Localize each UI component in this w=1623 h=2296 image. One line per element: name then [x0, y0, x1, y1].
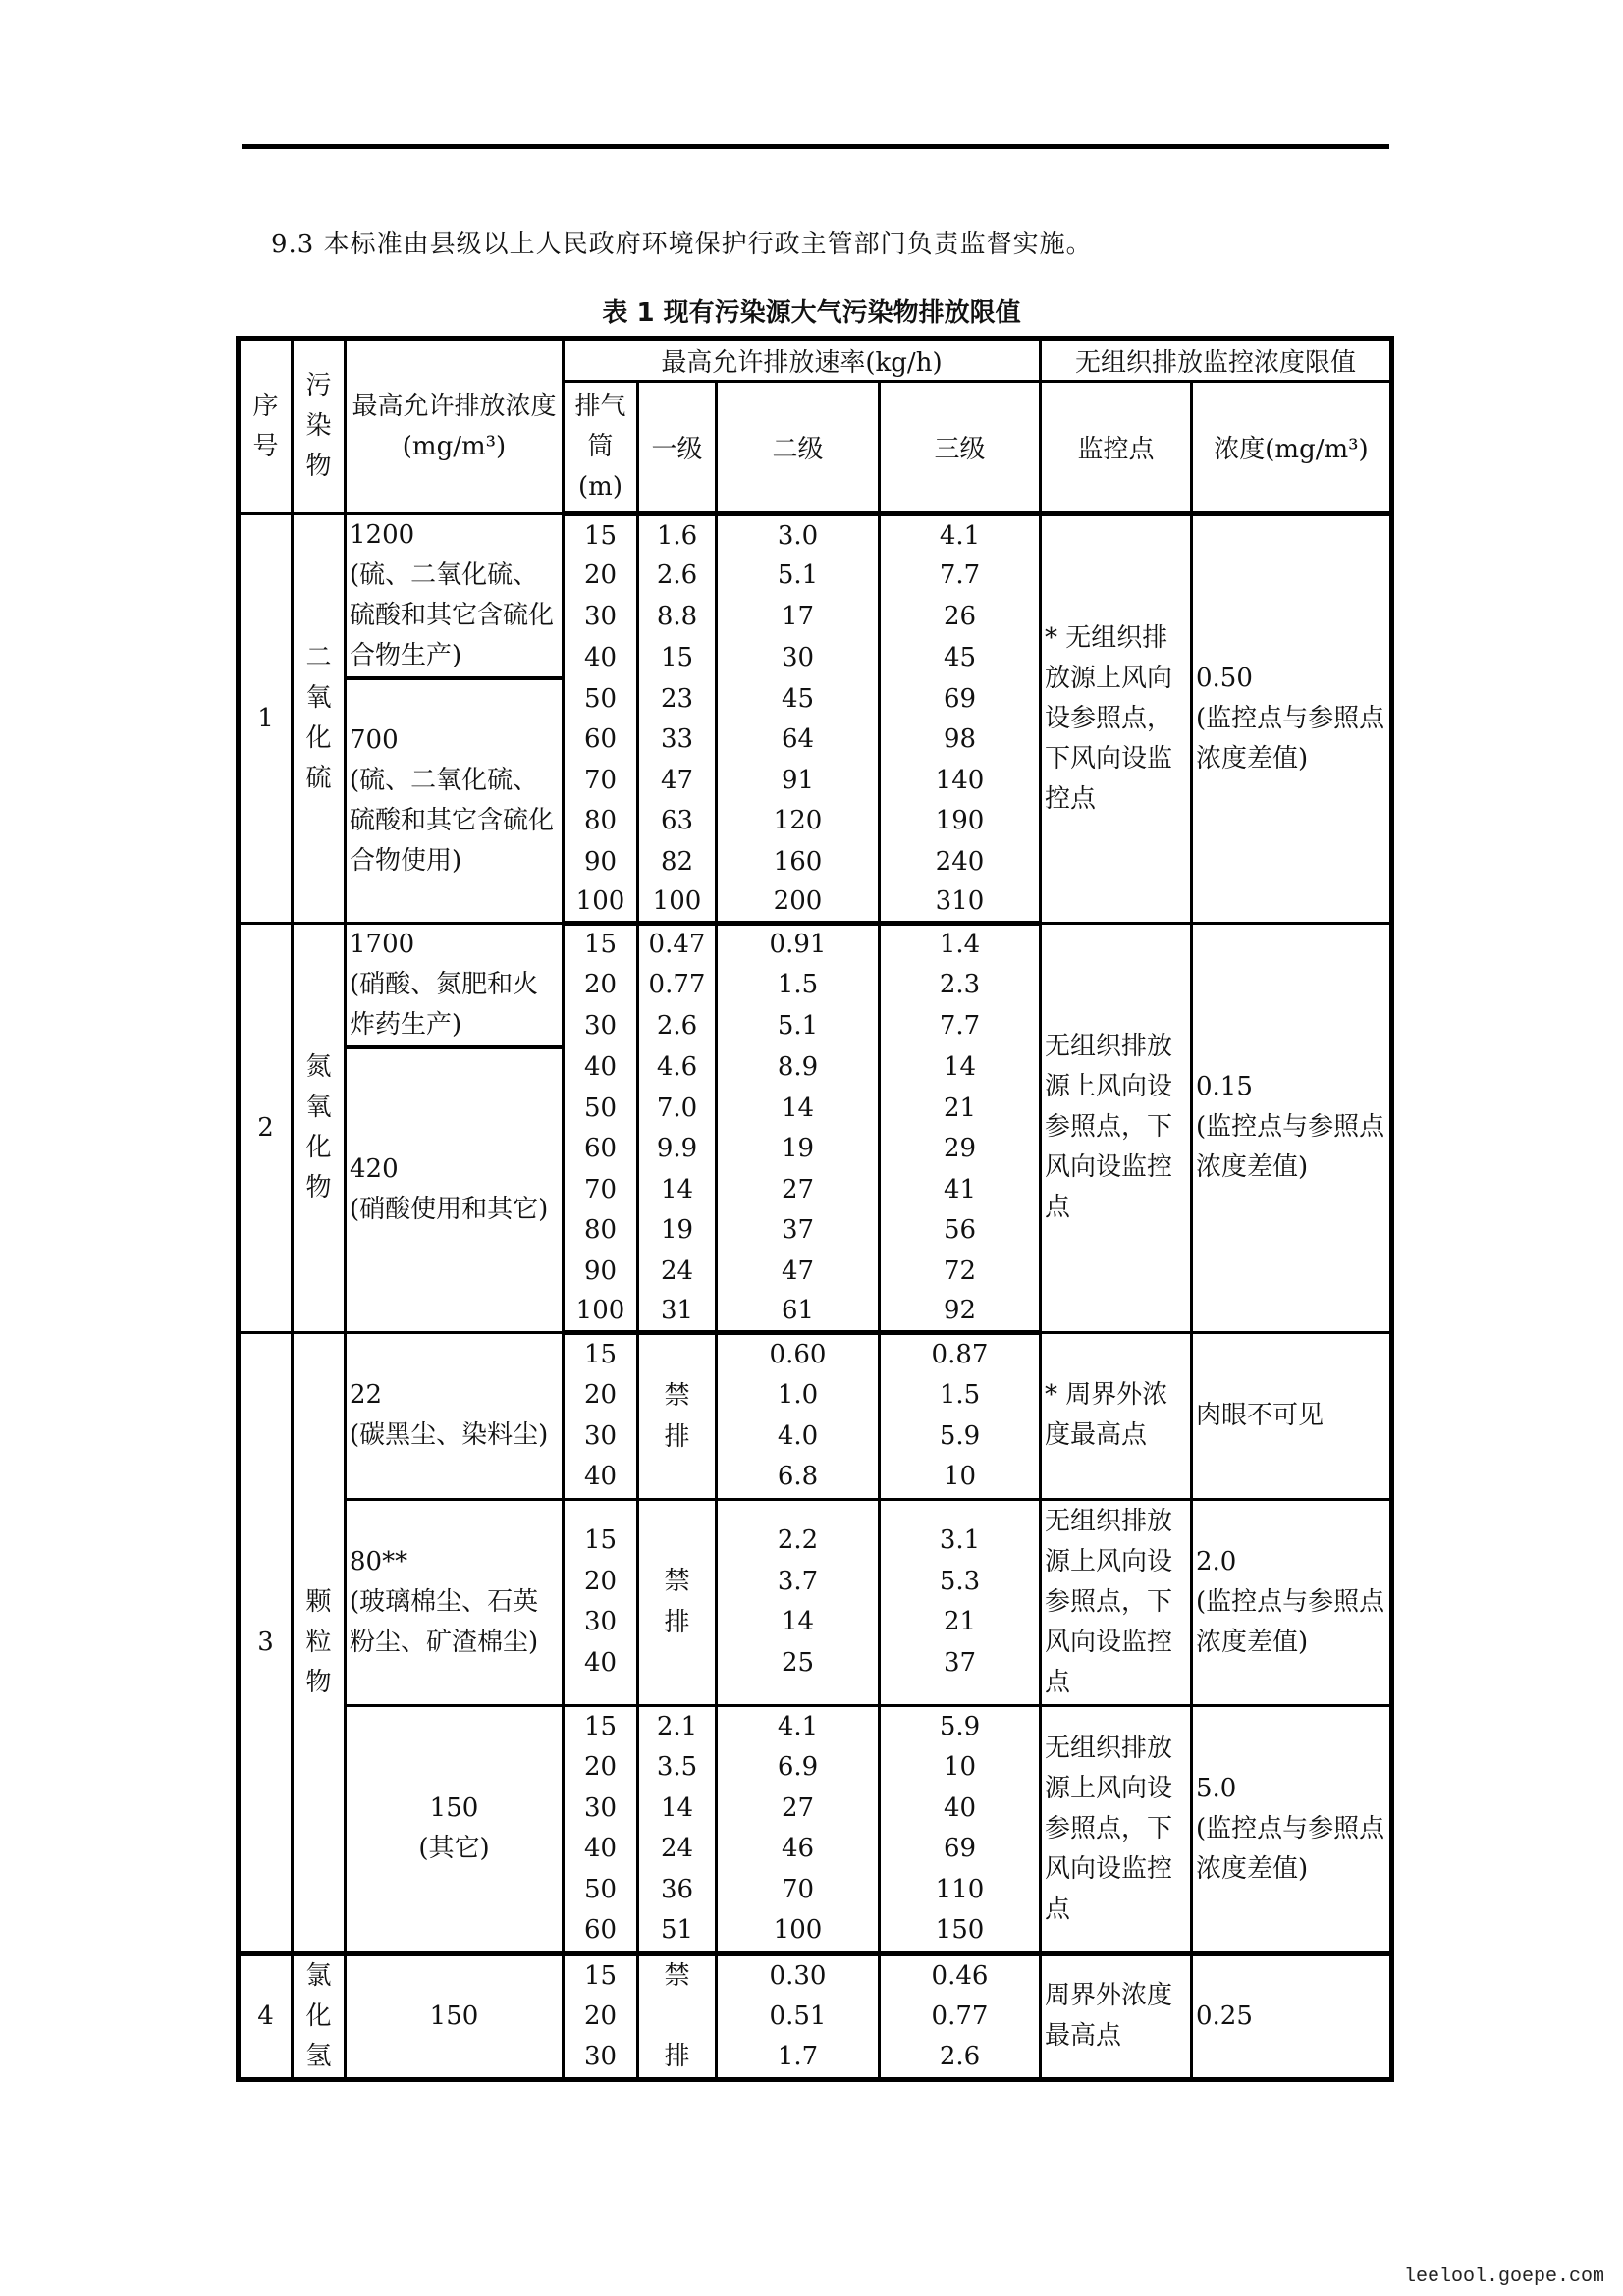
stack-height-cell-value: 40 [583, 1462, 618, 1491]
level1-cell-value: 24 [660, 1834, 694, 1863]
level3-cell-value: 10 [943, 1752, 977, 1782]
level3-cell [880, 1332, 1041, 1499]
monitor-point-cell [1041, 1332, 1192, 1499]
monitor-conc-cell [1192, 514, 1392, 924]
level2-cell-value: 0.51 [769, 2001, 827, 2031]
level3-cell-value: 5.9 [939, 1420, 981, 1451]
level1-cell: 0.47 [638, 923, 717, 964]
level3-cell-value: 110 [935, 1874, 985, 1904]
stack-height-cell-value: 20 [583, 1752, 618, 1782]
level2-cell: 27 [717, 1169, 880, 1210]
stack-height-cell-value: 40 [583, 1647, 618, 1678]
level3-cell-value: 3.1 [939, 1525, 981, 1555]
level2-cell-value: 0.30 [769, 1960, 827, 1991]
conc-limit-cell-note: (硫、二氧化硫、硫酸和其它含硫化合物使用) [350, 765, 555, 876]
stack-height-cell-value: 40 [583, 1834, 618, 1863]
stack-height-cell: 70 [564, 1169, 638, 1210]
stack-height-cell: 90 [564, 841, 638, 882]
table-row [239, 1499, 1392, 1705]
conc-limit-cell-value: 420 [350, 1154, 399, 1184]
level3-cell [880, 1953, 1041, 2079]
level2-cell-value: 25 [781, 1647, 815, 1678]
level1-cell: 19 [638, 1210, 717, 1252]
seq-cell: 1 [239, 514, 293, 924]
monitor-point-cell-text: * 无组织排放源上风向设参照点，下风向设监控点 [1045, 622, 1173, 814]
level2-cell-value: 4.1 [777, 1711, 819, 1741]
level1-cell: 14 [638, 1169, 717, 1210]
header-rule [242, 144, 1389, 149]
conc-limit-cell [346, 1499, 564, 1705]
level1-banned-text: 禁 [664, 1960, 690, 1991]
level2-cell-value: 27 [781, 1792, 815, 1823]
level1-banned-cell-text: 禁排 [664, 1380, 690, 1452]
stack-height-cell: 15 [564, 514, 638, 556]
level2-cell [717, 1705, 880, 1953]
level3-cell: 7.7 [880, 1005, 1041, 1046]
stack-height-cell: 50 [564, 678, 638, 720]
stack-height-cell: 30 [564, 596, 638, 637]
level3-cell: 240 [880, 841, 1041, 882]
pollutant-cell-text: 氮氧化物 [305, 1051, 332, 1202]
stack-height-cell: 40 [564, 637, 638, 678]
stack-height-cell-value: 20 [583, 1380, 618, 1410]
stack-height-cell: 20 [564, 964, 638, 1005]
level3-cell-value: 0.87 [931, 1339, 989, 1369]
pollutant-cell [293, 1953, 346, 2079]
level3-cell-value: 0.77 [931, 2001, 989, 2031]
level3-cell: 2.3 [880, 964, 1041, 1005]
level3-cell: 56 [880, 1210, 1041, 1252]
level2-cell: 91 [717, 760, 880, 801]
level1-cell: 63 [638, 801, 717, 842]
stack-height-cell-value: 20 [583, 2001, 618, 2031]
level2-cell: 64 [717, 720, 880, 761]
conc-limit-cell-note: (其它) [418, 1834, 490, 1863]
stack-height-cell: 100 [564, 1292, 638, 1333]
level2-cell-value: 0.60 [769, 1339, 827, 1369]
conc-limit-cell-note: (硝酸、氮肥和火炸药生产) [350, 969, 539, 1040]
level3-cell: 190 [880, 801, 1041, 842]
level2-cell-value: 70 [781, 1874, 815, 1904]
level1-cell: 0.77 [638, 964, 717, 1005]
header-max-rate: 最高允许排放速率(kg/h) [564, 339, 1041, 382]
level2-cell: 160 [717, 841, 880, 882]
conc-limit-cell-value: 1700 [350, 929, 415, 959]
level3-cell: 1.4 [880, 923, 1041, 964]
header-max-conc [346, 339, 564, 514]
level2-cell: 8.9 [717, 1047, 880, 1089]
pollutant-cell-text: 颗粒物 [305, 1586, 332, 1697]
level3-cell-value: 0.46 [931, 1960, 989, 1991]
header-pollutant-text: 污染物 [305, 371, 332, 481]
conc-limit-cell [346, 1332, 564, 1499]
level2-cell-value: 100 [773, 1915, 823, 1945]
level3-cell-value: 10 [943, 1462, 977, 1491]
level3-cell [880, 1499, 1041, 1705]
stack-height-cell: 50 [564, 1088, 638, 1129]
monitor-conc-cell [1192, 1953, 1392, 2079]
stack-height-cell-value: 15 [583, 1960, 618, 1991]
conc-limit-cell-value: 22 [350, 1380, 383, 1410]
seq-cell: 2 [239, 923, 293, 1332]
level3-cell: 92 [880, 1292, 1041, 1333]
monitor-point-cell-text: 无组织排放源上风向设参照点，下风向设监控点 [1045, 1506, 1173, 1697]
conc-limit-cell-note: (硫、二氧化硫、硫酸和其它含硫化合物生产) [350, 561, 555, 670]
seq-cell: 4 [239, 1953, 293, 2079]
level1-banned-cell [638, 1332, 717, 1499]
header-level2: 二级 [717, 382, 880, 514]
level2-cell: 37 [717, 1210, 880, 1252]
level1-cell: 31 [638, 1292, 717, 1333]
pollutant-cell [293, 923, 346, 1332]
conc-limit-cell [346, 1953, 564, 2079]
level3-cell-value: 2.6 [939, 2041, 981, 2071]
level1-cell: 4.6 [638, 1047, 717, 1089]
table-title: 表 1 现有污染源大气污染物排放限值 [602, 298, 1021, 328]
stack-height-cell: 60 [564, 720, 638, 761]
level3-cell: 21 [880, 1088, 1041, 1129]
level3-cell [880, 1705, 1041, 1953]
level3-cell: 14 [880, 1047, 1041, 1089]
level2-cell: 19 [717, 1129, 880, 1170]
conc-limit-cell-value: 150 [429, 2001, 479, 2031]
stack-height-cell-value: 15 [583, 1339, 618, 1369]
conc-limit-cell-value: 700 [350, 724, 399, 755]
pollutant-cell-text: 二氧化硫 [305, 642, 332, 793]
table-row [239, 1953, 1392, 2079]
level1-banned-cell-text: 禁排 [664, 1567, 690, 1637]
conc-limit-cell-note: (硝酸使用和其它) [350, 1195, 549, 1224]
stack-height-cell-value: 15 [583, 1525, 618, 1555]
level1-cell: 23 [638, 678, 717, 720]
header-level1: 一级 [638, 382, 717, 514]
conc-limit-cell [346, 1047, 564, 1333]
level3-cell-value: 40 [943, 1792, 977, 1823]
monitor-point-cell [1041, 1953, 1192, 2079]
level1-cell: 8.8 [638, 596, 717, 637]
stack-height-cell [564, 1332, 638, 1499]
level2-cell [717, 1953, 880, 2079]
header-level3: 三级 [880, 382, 1041, 514]
level3-cell: 72 [880, 1251, 1041, 1292]
stack-height-cell [564, 1705, 638, 1953]
table-row [239, 923, 1392, 964]
level2-cell-value: 14 [781, 1607, 815, 1636]
header-pollutant [293, 339, 346, 514]
conc-limit-cell [346, 514, 564, 679]
level1-cell-value: 51 [660, 1915, 694, 1945]
header-stack-height-text: 排气筒 [574, 392, 626, 461]
stack-height-cell: 80 [564, 1210, 638, 1252]
monitor-conc-cell [1192, 1499, 1392, 1705]
stack-height-cell [564, 1499, 638, 1705]
header-stack-height [564, 382, 638, 514]
level3-cell: 69 [880, 678, 1041, 720]
level3-cell: 26 [880, 596, 1041, 637]
conc-limit-cell [346, 1705, 564, 1953]
level2-cell: 1.5 [717, 964, 880, 1005]
level1-cell-value: 3.5 [656, 1752, 698, 1782]
header-fugitive: 无组织排放监控浓度限值 [1041, 339, 1392, 382]
table-row [239, 1332, 1392, 1499]
monitor-conc-cell-value: 0.15 [1196, 1072, 1253, 1101]
conc-limit-cell [346, 923, 564, 1047]
level3-cell-value: 5.9 [939, 1711, 981, 1741]
header-monitor-point: 监控点 [1041, 382, 1192, 514]
level2-cell: 5.1 [717, 555, 880, 596]
level2-cell-value: 4.0 [777, 1420, 819, 1451]
monitor-point-cell-text: 无组织排放源上风向设参照点，下风向设监控点 [1045, 1032, 1173, 1222]
table-row [239, 1705, 1392, 1953]
level1-cell: 100 [638, 882, 717, 924]
level2-cell-value: 6.8 [777, 1462, 819, 1491]
level2-cell: 0.91 [717, 923, 880, 964]
level2-cell-value: 3.7 [777, 1566, 819, 1596]
level1-cell [638, 1705, 717, 1953]
level2-cell: 14 [717, 1088, 880, 1129]
level3-cell-value: 37 [943, 1647, 977, 1678]
pollutant-cell [293, 1332, 346, 1953]
monitor-point-cell [1041, 923, 1192, 1332]
watermark: leelool.goepe.com [1404, 2266, 1605, 2288]
level1-cell: 47 [638, 760, 717, 801]
stack-height-cell-value: 60 [583, 1915, 618, 1945]
header-max-conc-text: 最高允许排放浓度 [352, 391, 557, 421]
level2-cell-value: 1.7 [777, 2041, 819, 2071]
monitor-conc-cell-note: (监控点与参照点浓度差值) [1196, 1586, 1385, 1657]
level1-cell: 7.0 [638, 1088, 717, 1129]
level1-cell-value: 36 [660, 1874, 694, 1904]
monitor-point-cell [1041, 1705, 1192, 1953]
monitor-point-cell-text: 周界外浓度最高点 [1045, 1981, 1173, 2051]
level3-cell: 4.1 [880, 514, 1041, 556]
emission-limits-table [236, 336, 1394, 2082]
level3-cell-value: 1.5 [939, 1380, 981, 1410]
stack-height-cell: 30 [564, 1005, 638, 1046]
level2-cell: 47 [717, 1251, 880, 1292]
pollutant-cell [293, 514, 346, 924]
level2-cell [717, 1499, 880, 1705]
paragraph-9-3: 9.3 本标准由县级以上人民政府环境保护行政主管部门负责监督实施。 [271, 230, 1093, 259]
stack-height-cell: 70 [564, 760, 638, 801]
level3-cell: 29 [880, 1129, 1041, 1170]
level3-cell: 310 [880, 882, 1041, 924]
level1-cell: 82 [638, 841, 717, 882]
monitor-point-cell-text: 无组织排放源上风向设参照点，下风向设监控点 [1045, 1733, 1173, 1924]
level1-banned-cell [638, 1953, 717, 2079]
stack-height-cell: 90 [564, 1251, 638, 1292]
level1-cell-value: 14 [660, 1792, 694, 1823]
level2-cell: 3.0 [717, 514, 880, 556]
header-seq-text: 序号 [252, 391, 279, 461]
level3-cell-value: 21 [943, 1607, 977, 1636]
monitor-conc-cell-value: 5.0 [1196, 1773, 1237, 1803]
level1-cell: 24 [638, 1251, 717, 1292]
stack-height-cell: 100 [564, 882, 638, 924]
level2-cell: 45 [717, 678, 880, 720]
stack-height-cell: 20 [564, 555, 638, 596]
monitor-conc-cell-note: (监控点与参照点浓度差值) [1196, 1112, 1385, 1182]
level3-cell-value: 150 [935, 1915, 985, 1945]
level2-cell-value: 2.2 [777, 1525, 819, 1555]
monitor-conc-cell-note: (监控点与参照点浓度差值) [1196, 1813, 1385, 1884]
level2-cell: 30 [717, 637, 880, 678]
stack-height-cell-value: 30 [583, 1792, 618, 1823]
level3-cell: 45 [880, 637, 1041, 678]
pollutant-cell-text: 氯化氢 [305, 1960, 332, 2071]
seq-cell: 3 [239, 1332, 293, 1953]
level3-cell: 41 [880, 1169, 1041, 1210]
monitor-conc-cell-value: 0.25 [1196, 2001, 1253, 2031]
conc-limit-cell [346, 678, 564, 923]
table-body [239, 514, 1392, 2080]
monitor-conc-cell-note: (监控点与参照点浓度差值) [1196, 703, 1385, 774]
table-row [239, 514, 1392, 556]
stack-height-cell: 60 [564, 1129, 638, 1170]
level2-cell-value: 46 [781, 1834, 815, 1863]
conc-limit-cell-note: (碳黑尘、染料尘) [350, 1420, 549, 1450]
monitor-conc-cell [1192, 1705, 1392, 1953]
header-max-conc-unit: (mg/m³) [402, 431, 507, 461]
stack-height-cell-value: 20 [583, 1566, 618, 1596]
stack-height-cell-value: 30 [583, 1420, 618, 1451]
level2-cell [717, 1332, 880, 1499]
monitor-conc-cell [1192, 1332, 1392, 1499]
stack-height-cell: 15 [564, 923, 638, 964]
level3-cell-value: 5.3 [939, 1566, 981, 1596]
level2-cell-value: 6.9 [777, 1752, 819, 1782]
stack-height-cell: 40 [564, 1047, 638, 1089]
stack-height-cell-value: 30 [583, 1607, 618, 1636]
conc-limit-cell-value: 150 [429, 1793, 479, 1823]
stack-height-cell-value: 50 [583, 1874, 618, 1904]
level3-cell-value: 69 [943, 1834, 977, 1863]
level1-cell: 33 [638, 720, 717, 761]
level1-cell: 9.9 [638, 1129, 717, 1170]
level2-cell: 61 [717, 1292, 880, 1333]
monitor-point-cell-text: * 周界外浓度最高点 [1045, 1380, 1168, 1450]
header-concentration: 浓度(mg/m³) [1192, 382, 1392, 514]
level1-cell: 2.6 [638, 1005, 717, 1046]
level2-cell: 200 [717, 882, 880, 924]
monitor-point-cell [1041, 1499, 1192, 1705]
level2-cell: 120 [717, 801, 880, 842]
level2-cell: 17 [717, 596, 880, 637]
monitor-conc-cell-value: 0.50 [1196, 663, 1253, 693]
level3-cell: 140 [880, 760, 1041, 801]
level3-cell: 7.7 [880, 555, 1041, 596]
conc-limit-cell-value: 80** [350, 1546, 408, 1576]
stack-height-cell [564, 1953, 638, 2079]
level1-banned-cell [638, 1499, 717, 1705]
monitor-conc-cell-value: 肉眼不可见 [1196, 1400, 1325, 1430]
level1-cell: 15 [638, 637, 717, 678]
monitor-conc-cell [1192, 923, 1392, 1332]
level2-cell: 5.1 [717, 1005, 880, 1046]
level1-banned-text: 排 [664, 2041, 690, 2071]
level1-banned-spacer [639, 1997, 715, 2037]
stack-height-cell-value: 15 [583, 1711, 618, 1741]
level2-cell-value: 1.0 [777, 1380, 819, 1410]
stack-height-cell: 80 [564, 801, 638, 842]
stack-height-cell-value: 30 [583, 2041, 618, 2071]
header-stack-height-unit: (m) [578, 472, 622, 502]
level1-cell: 2.6 [638, 555, 717, 596]
level1-cell-value: 2.1 [656, 1711, 698, 1741]
level1-cell: 1.6 [638, 514, 717, 556]
monitor-conc-cell-value: 2.0 [1196, 1546, 1237, 1576]
conc-limit-cell-value: 1200 [350, 520, 415, 550]
header-seq [239, 339, 293, 514]
conc-limit-cell-note: (玻璃棉尘、石英粉尘、矿渣棉尘) [350, 1586, 539, 1657]
level3-cell: 98 [880, 720, 1041, 761]
monitor-point-cell [1041, 514, 1192, 924]
